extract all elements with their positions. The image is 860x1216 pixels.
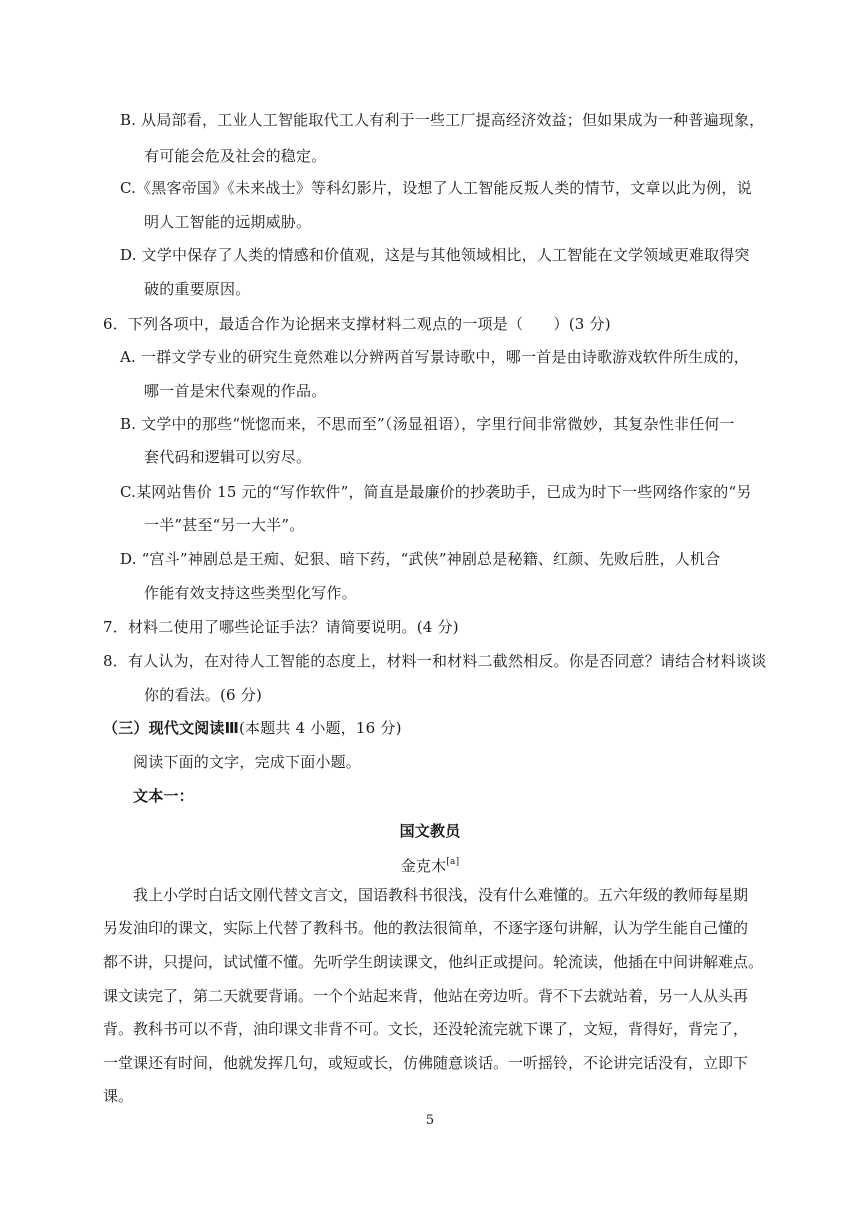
q6-option-c-line2: 一半”甚至“另一大半”。 xyxy=(144,516,305,534)
article-paragraph-line: 一堂课还有时间，他就发挥几句，或短或长，仿佛随意谈话。一听摇铃，不论讲完话没有，立即下 xyxy=(103,1054,749,1072)
q5-option-c-line2: 明人工智能的远期威胁。 xyxy=(144,213,312,231)
article-author xyxy=(0,852,860,876)
question-8-line2: 你的看法。(6 分) xyxy=(144,686,263,704)
question-8-line1: 8．有人认为，在对待人工智能的态度上，材料一和材料二截然相反。你是否同意？请结合材料谈谈 xyxy=(103,652,767,670)
q5-option-c-line1: C.《黑客帝国》《未来战士》等科幻影片，设想了人工智能反叛人类的情节，文章以此为例，说 xyxy=(120,179,752,197)
section-3-heading xyxy=(103,718,402,738)
article-paragraph-line: 课。 xyxy=(103,1087,134,1105)
article-title: 国文教员 xyxy=(399,822,461,840)
q6-option-b-line1: B. 文学中的那些“恍惚而来，不思而至”（汤显祖语），字里行间非常微妙，其复杂性非任何一 xyxy=(120,415,735,433)
article-paragraph-line: 都不讲，只提问，试试懂不懂。先听学生朗读课文，他纠正或提问。轮流读，他插在中间讲解难点。 xyxy=(103,953,764,971)
q5-option-d-line1: D. 文学中保存了人类的情感和价值观，这是与其他领域相比，人工智能在文学领域更难取得突 xyxy=(120,246,750,264)
section-3-heading-bold: （三）现代文阅读Ⅲ xyxy=(103,719,239,737)
article-paragraph-line: 另发油印的课文，实际上代替了教科书。他的教法很简单，不逐字逐句讲解，认为学生能自己懂的 xyxy=(103,919,749,937)
article-paragraph-line: 课文读完了，第二天就要背诵。一个个站起来背，他站在旁边听。背不下去就站着，另一人从头再 xyxy=(103,987,749,1005)
text-one-label: 文本一： xyxy=(133,787,194,805)
q6-option-d-line2: 作能有效支持这些类型化写作。 xyxy=(144,584,357,602)
author-name: 金克木 xyxy=(400,857,447,875)
q6-option-b-line2: 套代码和逻辑可以穷尽。 xyxy=(144,448,312,466)
q6-option-c-line1: C.某网站售价 15 元的“写作软件”，简直是最廉价的抄袭助手，已成为时下一些网络作家的“另 xyxy=(120,483,752,501)
page-number: 5 xyxy=(425,1113,435,1128)
q5-option-b-line1: B. 从局部看，工业人工智能取代工人有利于一些工厂提高经济效益；但如果成为一种普遍现象， xyxy=(120,111,765,129)
q6-option-d-line1: D. “宫斗”神剧总是王痴、妃狠、暗下药，“武侠”神剧总是秘籍、红颜、先败后胜，人机合 xyxy=(120,550,721,568)
q5-option-d-line2: 破的重要原因。 xyxy=(144,280,251,298)
question-7: 7．材料二使用了哪些论证手法？请简要说明。(4 分) xyxy=(103,618,459,636)
article-paragraph-line: 背。教科书可以不背，油印课文非背不可。文长，还没轮流完就下课了，文短，背得好，背完了， xyxy=(103,1020,749,1038)
q6-option-a-line2: 哪一首是宋代秦观的作品。 xyxy=(144,382,327,400)
q6-option-a-line1: A. 一群文学专业的研究生竟然难以分辨两首写景诗歌中，哪一首是由诗歌游戏软件所生成的， xyxy=(120,348,749,366)
section-3-instruction: 阅读下面的文字，完成下面小题。 xyxy=(133,753,362,771)
question-6-stem: 6．下列各项中，最适合作为论据来支撑材料二观点的一项是（ ）(3 分) xyxy=(103,315,611,333)
article-paragraph-line: 我上小学时白话文刚代替文言文，国语教科书很浅，没有什么难懂的。五六年级的教师每星期 xyxy=(103,886,749,904)
q5-option-b-line2: 有可能会危及社会的稳定。 xyxy=(144,147,327,165)
author-footnote-marker: [a] xyxy=(446,857,460,867)
section-3-heading-rest: (本题共 4 小题，16 分) xyxy=(238,719,402,737)
